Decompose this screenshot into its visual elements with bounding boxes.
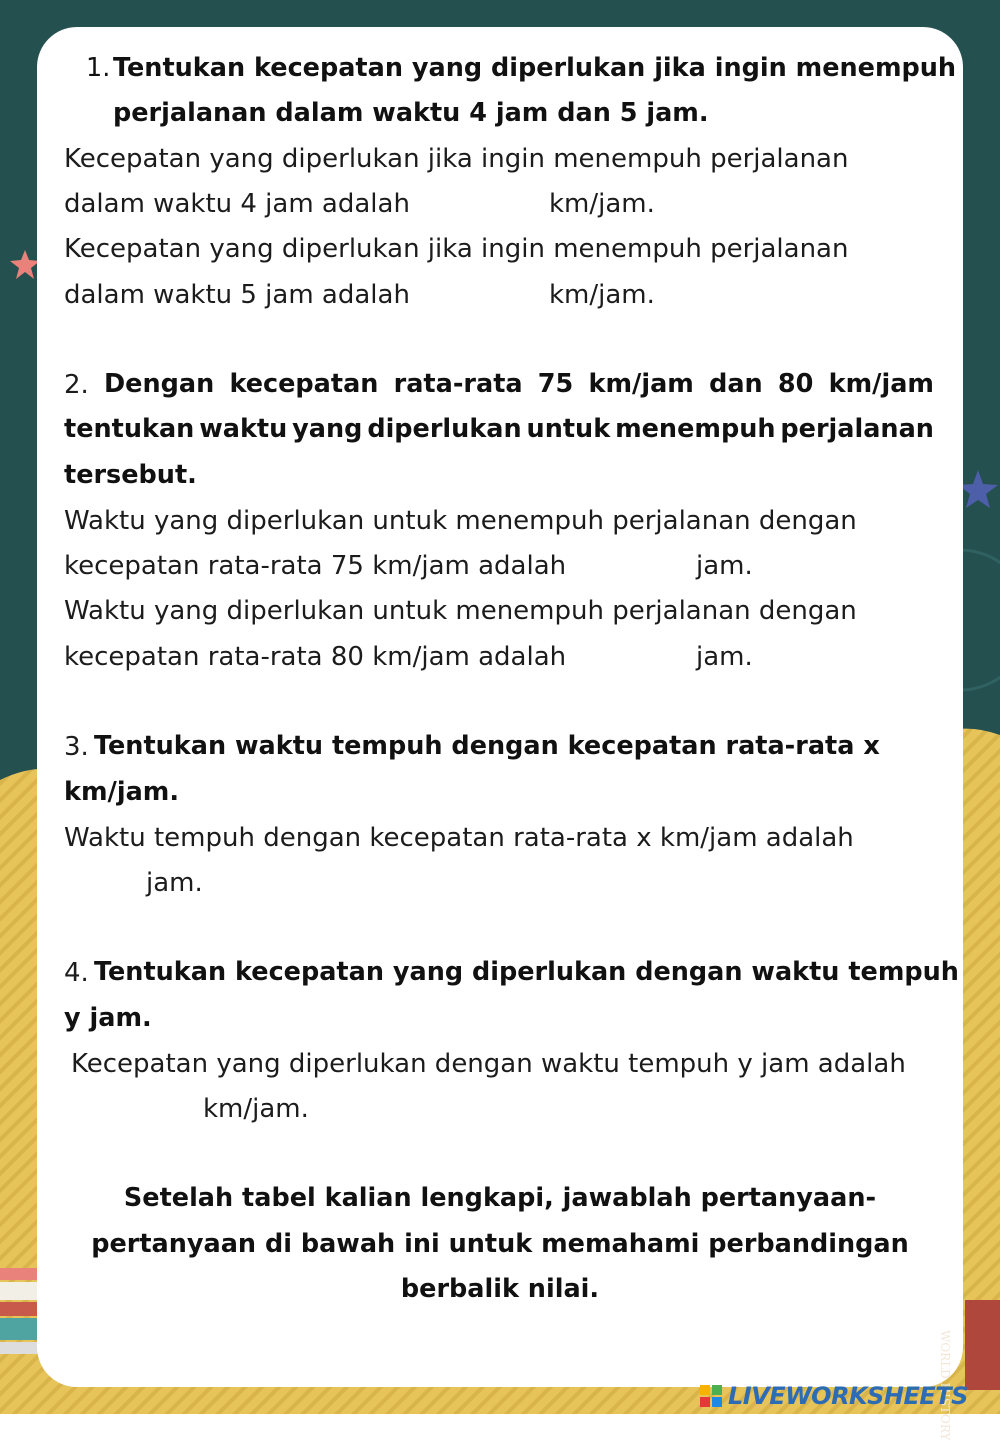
question-3-prompt-line-2: km/jam. bbox=[64, 777, 180, 807]
question-2-answer-1-prefix: kecepatan rata-rata 75 km/jam adalah bbox=[64, 551, 567, 581]
question-3-answer-line-1: Waktu tempuh dengan kecepatan rata-rata x km/jam adalah bbox=[64, 823, 854, 853]
question-1-answer-1-prefix: dalam waktu 4 jam adalah bbox=[64, 189, 410, 219]
question-2-answer-2-input[interactable] bbox=[592, 640, 694, 676]
question-3-answer-unit: jam. bbox=[146, 868, 203, 898]
book-spine-label: WORLD HISTORY bbox=[938, 1330, 952, 1440]
question-2-answer-2-unit: jam. bbox=[696, 642, 753, 672]
prompt-word: yang bbox=[292, 414, 363, 444]
question-4-answer-unit: km/jam. bbox=[203, 1094, 309, 1124]
question-4-prompt-line-1: Tentukan kecepatan yang diperlukan dengan waktu tempuh bbox=[94, 957, 959, 987]
question-3-number: 3. bbox=[64, 732, 89, 762]
question-1-answer-1-line-1: Kecepatan yang diperlukan jika ingin menempuh perjalanan bbox=[64, 144, 849, 174]
liveworksheets-mark-icon bbox=[700, 1385, 722, 1407]
prompt-word: untuk bbox=[526, 414, 611, 444]
prompt-word: tentukan bbox=[64, 414, 195, 444]
prompt-word: menempuh bbox=[615, 414, 776, 444]
closing-instruction-line-1: Setelah tabel kalian lengkapi, jawablah pertanyaan- bbox=[123, 1183, 877, 1213]
question-1-answer-2-line-1: Kecepatan yang diperlukan jika ingin menempuh perjalanan bbox=[64, 234, 849, 264]
prompt-word: Dengan bbox=[104, 369, 215, 399]
question-2-answer-2-line-1: Waktu yang diperlukan untuk menempuh perjalanan dengan bbox=[64, 596, 857, 626]
prompt-word: kecepatan bbox=[229, 369, 379, 399]
question-1-answer-1-input[interactable] bbox=[425, 187, 544, 223]
prompt-word: km/jam bbox=[588, 369, 694, 399]
question-1-number: 1. bbox=[86, 53, 111, 83]
question-2-number: 2. bbox=[64, 370, 89, 400]
closing-instruction-line-3: berbalik nilai. bbox=[400, 1274, 600, 1304]
question-2-answer-1-unit: jam. bbox=[696, 551, 753, 581]
question-2-answer-1-line-1: Waktu yang diperlukan untuk menempuh perjalanan dengan bbox=[64, 506, 857, 536]
question-2-answer-1-input[interactable] bbox=[585, 549, 694, 585]
prompt-word: km/jam bbox=[828, 369, 934, 399]
prompt-word: perjalanan bbox=[780, 414, 934, 444]
question-2-prompt-line-2 bbox=[64, 414, 934, 444]
question-1-prompt-line-2: perjalanan dalam waktu 4 jam dan 5 jam. bbox=[113, 98, 709, 128]
prompt-word: rata-rata bbox=[393, 369, 523, 399]
question-4-prompt-line-2: y jam. bbox=[64, 1003, 152, 1033]
prompt-word: dan bbox=[709, 369, 763, 399]
question-1-prompt-line-1: Tentukan kecepatan yang diperlukan jika ingin menempuh bbox=[113, 53, 957, 83]
prompt-word: 80 bbox=[777, 369, 814, 399]
question-2-answer-2-prefix: kecepatan rata-rata 80 km/jam adalah bbox=[64, 642, 567, 672]
question-1-answer-1-unit: km/jam. bbox=[549, 189, 655, 219]
question-3-prompt-line-1: Tentukan waktu tempuh dengan kecepatan rata-rata x bbox=[94, 731, 880, 761]
question-1-answer-2-unit: km/jam. bbox=[549, 280, 655, 310]
question-2-prompt-line-3: tersebut. bbox=[64, 460, 197, 490]
question-4-answer-line-1: Kecepatan yang diperlukan dengan waktu tempuh y jam adalah bbox=[71, 1049, 906, 1079]
question-4-answer-input[interactable] bbox=[71, 1092, 201, 1128]
closing-instruction-line-2: pertanyaan di bawah ini untuk memahami perbandingan bbox=[91, 1229, 909, 1259]
question-3-answer-input[interactable] bbox=[64, 866, 144, 902]
question-1-answer-2-input[interactable] bbox=[425, 278, 544, 314]
question-4-number: 4. bbox=[64, 958, 89, 988]
liveworksheets-logo-text: LIVEWORKSHEETS bbox=[728, 1382, 968, 1410]
liveworksheets-logo[interactable] bbox=[700, 1381, 968, 1411]
question-2-prompt-line-1 bbox=[104, 369, 934, 399]
prompt-word: 75 bbox=[537, 369, 574, 399]
prompt-word: diperlukan bbox=[367, 414, 522, 444]
prompt-word: waktu bbox=[199, 414, 288, 444]
question-1-answer-2-prefix: dalam waktu 5 jam adalah bbox=[64, 280, 410, 310]
